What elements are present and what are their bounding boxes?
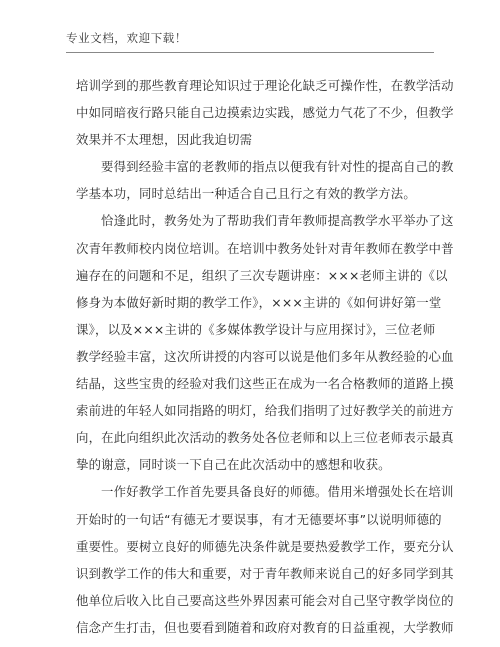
paragraph-start-line: 恰逢此时，教务处为了帮助我们青年教师提高教学水平举办了这: [101, 213, 454, 229]
text-line: 遍存在的问题和不足，组织了三次专题讲座：×××老师主讲的《以: [76, 267, 448, 283]
text-line: 修身为本做好新时期的教学工作》，×××主讲的《如何讲好第一堂: [76, 294, 442, 310]
text-line: 开始时的一句话“有德无才要误事，有才无德要坏事”以说明师德的: [76, 511, 442, 527]
text-line: 索前进的年轻人如同指路的明灯，给我们指明了过好教学关的前进方: [76, 403, 454, 419]
text-line: 中如同暗夜行路只能自己边摸索边实践，感觉力气花了不少，但教学: [76, 105, 454, 121]
paragraph-start-line: 要得到经验丰富的老教师的指点以便我有针对性的提高自己的教: [101, 159, 454, 175]
text-line: 培训学到的那些教育理论知识过于理论化缺乏可操作性，在教学活动: [76, 78, 454, 93]
text-line: 识到教学工作的伟大和重要，对于青年教师来说自己的好多同学到其: [76, 565, 454, 581]
text-line: 效果并不太理想，因此我迫切需: [76, 132, 253, 148]
text-line: 课》，以及×××主讲的《多媒体教学设计与应用探讨》，三位老师: [76, 321, 436, 337]
document-body: [76, 72, 454, 641]
text-line: 挚的谢意，同时谈一下自己在此次活动中的感想和收获。: [76, 457, 391, 473]
text-line: 教学经验丰富，这次所讲授的内容可以说是他们多年从教经验的心血: [76, 348, 454, 364]
text-line: 结晶，这些宝贵的经验对我们这些正在成为一名合格教师的道路上摸: [76, 376, 454, 392]
text-line: 信念产生打击，但也要看到随着和政府对教育的日益重视，大学教师: [76, 619, 454, 635]
text-line: 重要性。要树立良好的师德先决条件就是要热爱教学工作，要充分认: [76, 538, 454, 554]
text-line: 向，在此向组织此次活动的教务处各位老师和以上三位老师表示最真: [76, 430, 454, 446]
text-line: 次青年教师校内岗位培训。在培训中教务处针对青年教师在教学中普: [76, 240, 454, 256]
paragraph-start-line: 一作好教学工作首先要具备良好的师德。借用米增强处长在培训: [101, 484, 454, 500]
header-divider: [66, 52, 434, 53]
text-line: 他单位后收入比自己要高这些外界因素可能会对自己坚守教学岗位的: [76, 592, 454, 608]
page-header: 专业文档，欢迎下载！: [66, 31, 187, 45]
text-line: 学基本功，同时总结出一种适合自己且行之有效的教学方法。: [76, 186, 416, 202]
